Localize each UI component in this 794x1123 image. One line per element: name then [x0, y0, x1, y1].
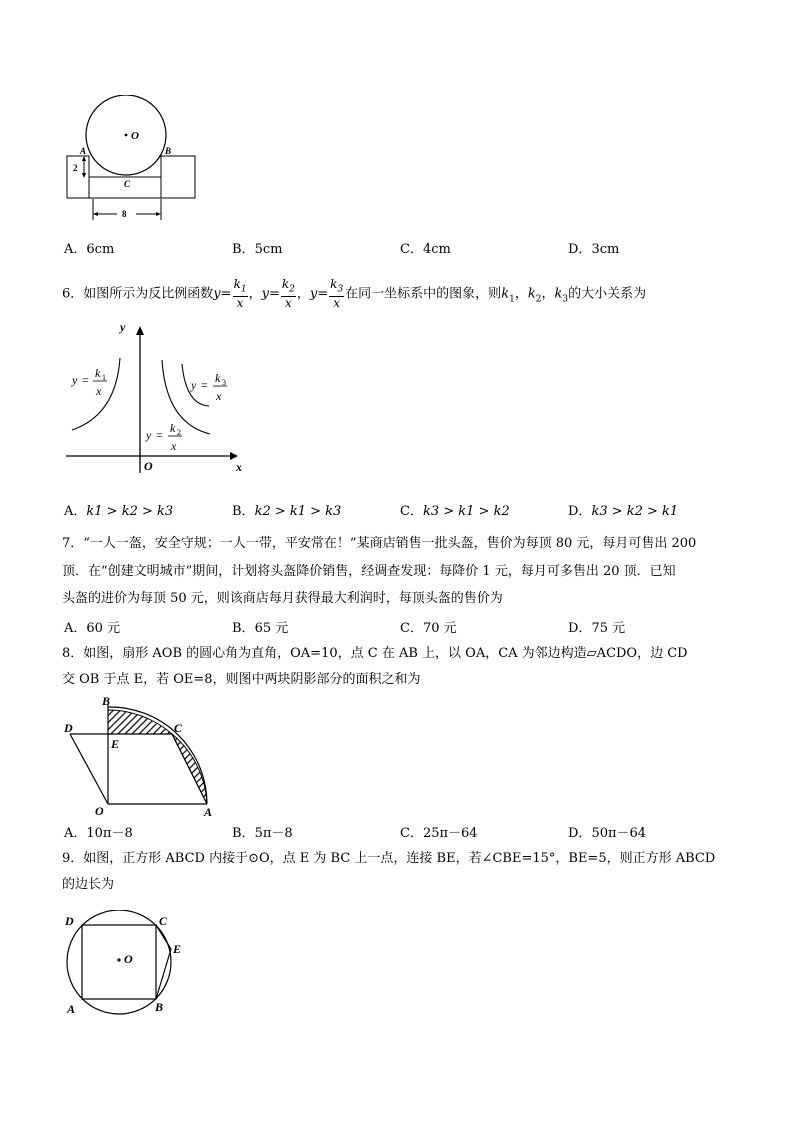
q9-label-c: C — [159, 914, 168, 928]
comma: ， — [296, 286, 310, 302]
option-text: 60 元 — [86, 621, 121, 636]
q8-label-o: O — [95, 804, 104, 818]
q8-label-b: B — [102, 694, 111, 708]
option-text: 4cm — [422, 242, 451, 257]
svg-text:k: k — [215, 371, 221, 385]
option-text: k2 > k1 > k3 — [254, 504, 342, 519]
axis-label-y: y — [120, 320, 126, 334]
equals: = — [220, 286, 232, 302]
q8-option-b[interactable] — [232, 822, 293, 841]
q6-option-b[interactable] — [232, 500, 341, 519]
var-x: x — [333, 296, 341, 311]
q5-label-c: C — [124, 179, 131, 189]
option-letter: B． — [232, 242, 255, 257]
svg-text:y: y — [72, 373, 78, 387]
var-x: x — [236, 296, 244, 311]
q7-stem-line-3: 头盔的进价为每顶 50 元，则该商店每月获得最大利润时，每顶头盔的售价为 — [62, 591, 503, 606]
var-k: k — [501, 286, 510, 302]
q6-stem — [62, 278, 646, 312]
option-text: 50π－64 — [591, 826, 647, 841]
q7-option-d[interactable] — [568, 617, 625, 636]
q6-text-mid: 在同一坐标系中的图象，则 — [345, 286, 502, 302]
q9-label-o: O — [124, 952, 133, 966]
svg-text:y: y — [191, 378, 197, 392]
var-x: x — [284, 296, 292, 311]
option-text: 10π－8 — [86, 826, 133, 841]
option-text: 6cm — [86, 242, 115, 257]
q5-option-c[interactable] — [400, 238, 451, 257]
sub-2: 2 — [535, 294, 542, 305]
option-text: 5π－8 — [254, 826, 293, 841]
q6-text-post: 的大小关系为 — [568, 286, 647, 302]
option-letter: C． — [400, 504, 423, 519]
option-text: 75 元 — [591, 621, 626, 636]
fraction-k3-x — [329, 278, 344, 310]
option-letter: A． — [64, 826, 87, 841]
q5-label-b: B — [165, 146, 172, 156]
option-letter: D． — [568, 504, 592, 519]
q8-stem-line-2: 交 OB 于点 E，若 OE=8，则图中两块阴影部分的面积之和为 — [62, 672, 421, 687]
axis-label-x: x — [236, 460, 242, 474]
q5-figure — [62, 95, 202, 225]
q5-label-a: A — [80, 146, 87, 156]
q7-option-b[interactable] — [232, 617, 288, 636]
q5-option-d[interactable] — [568, 238, 619, 257]
option-letter: B． — [232, 621, 255, 636]
q7-option-a[interactable] — [64, 617, 120, 636]
q9-label-b: B — [155, 1000, 164, 1014]
curve-label-k2 — [145, 421, 182, 453]
q8-label-e: E — [111, 737, 120, 751]
q8-figure — [62, 690, 222, 820]
q5-label-8: 8 — [122, 209, 127, 219]
q9-stem-line-2: 的边长为 — [62, 877, 115, 892]
q7-stem-line-1: 7．“一人一盔，安全守规；一人一带，平安常在！”某商店销售一批头盔，售价为每顶 80 元，每月可售出 200 — [62, 536, 697, 551]
origin-label: O — [144, 459, 153, 473]
comma: ， — [541, 286, 555, 302]
var-k: k — [281, 277, 290, 291]
svg-text:=: = — [201, 378, 208, 392]
svg-text:y: y — [146, 428, 152, 442]
sub-1: 1 — [509, 294, 515, 305]
option-letter: C． — [400, 242, 423, 257]
q6-option-d[interactable] — [568, 500, 678, 519]
fraction-k1-x — [233, 278, 248, 310]
q6-option-c[interactable] — [400, 500, 510, 519]
equals: = — [268, 286, 280, 302]
q8-option-d[interactable] — [568, 822, 646, 841]
q9-label-e: E — [173, 942, 182, 956]
svg-text:k: k — [170, 421, 176, 435]
var-k: k — [527, 286, 536, 302]
option-text: 70 元 — [422, 621, 457, 636]
q8-label-a: A — [204, 805, 213, 819]
svg-text:=: = — [156, 428, 163, 442]
q5-label-o: O — [131, 130, 139, 142]
q6-option-a[interactable] — [64, 500, 173, 519]
option-text: k3 > k2 > k1 — [591, 504, 679, 519]
svg-text:=: = — [82, 373, 89, 387]
q8-stem-line-1: 8．如图，扇形 AOB 的圆心角为直角，OA=10，点 C 在 AB 上，以 OA，CA 为邻边构造▱ACDO，边 CD — [62, 646, 688, 661]
curve-label-k3 — [190, 371, 227, 403]
q8-option-c[interactable] — [400, 822, 478, 841]
fraction-k2-x — [281, 278, 296, 310]
q9-stem-line-1: 9．如图，正方形 ABCD 内接于⊙O，点 E 为 BC 上一点，连接 BE，若∠CBE=15°，BE=5，则正方形 ABCD — [62, 851, 716, 866]
question-number: 6． — [62, 286, 84, 302]
var-k: k — [233, 277, 241, 291]
var-y: y — [261, 286, 269, 302]
comma: ， — [248, 286, 262, 302]
svg-text:3: 3 — [222, 378, 226, 387]
option-letter: A． — [64, 504, 87, 519]
option-letter: A． — [64, 242, 87, 257]
svg-text:1: 1 — [102, 373, 106, 382]
q8-option-a[interactable] — [64, 822, 133, 841]
q8-label-c: C — [174, 721, 183, 735]
option-text: 25π－64 — [422, 826, 478, 841]
q7-option-c[interactable] — [400, 617, 457, 636]
var-y: y — [213, 286, 221, 302]
option-letter: D． — [568, 621, 592, 636]
q5-option-b[interactable] — [232, 238, 282, 257]
option-text: 65 元 — [254, 621, 289, 636]
sub-2: 2 — [289, 284, 295, 295]
option-letter: C． — [400, 621, 423, 636]
option-letter: D． — [568, 826, 592, 841]
option-letter: A． — [64, 621, 87, 636]
svg-text:2: 2 — [177, 428, 181, 437]
svg-text:x: x — [96, 384, 102, 398]
var-k: k — [554, 286, 563, 302]
sub-3: 3 — [562, 294, 569, 305]
q5-option-a[interactable] — [64, 238, 114, 257]
q6-figure — [62, 318, 252, 478]
q9-label-a: A — [67, 1002, 76, 1016]
option-text: k1 > k2 > k3 — [86, 504, 174, 519]
q6-text-pre: 如图所示为反比例函数 — [83, 286, 214, 302]
q9-label-d: D — [65, 914, 74, 928]
option-letter: D． — [568, 242, 592, 257]
q7-stem-line-2: 顶．在“创建文明城市”期间，计划将头盔降价销售，经调查发现：每降价 1 元，每月可多售出 20 顶．已知 — [62, 564, 676, 579]
var-k: k — [330, 277, 338, 291]
equals: = — [317, 286, 329, 302]
q9-figure — [62, 910, 192, 1020]
option-letter: C． — [400, 826, 423, 841]
comma: ， — [514, 286, 528, 302]
q8-label-d: D — [64, 721, 73, 735]
option-text: 3cm — [591, 242, 620, 257]
svg-text:x: x — [216, 389, 222, 403]
q5-label-2: 2 — [73, 163, 78, 173]
var-y: y — [309, 286, 318, 302]
sub-1: 1 — [240, 284, 247, 295]
svg-text:x: x — [171, 439, 177, 453]
sub-3: 3 — [337, 284, 344, 295]
curve-label-k1 — [71, 366, 107, 398]
option-text: 5cm — [254, 242, 283, 257]
option-letter: B． — [232, 826, 255, 841]
svg-text:k: k — [95, 366, 101, 380]
option-letter: B． — [232, 504, 255, 519]
option-text: k3 > k1 > k2 — [422, 504, 510, 519]
